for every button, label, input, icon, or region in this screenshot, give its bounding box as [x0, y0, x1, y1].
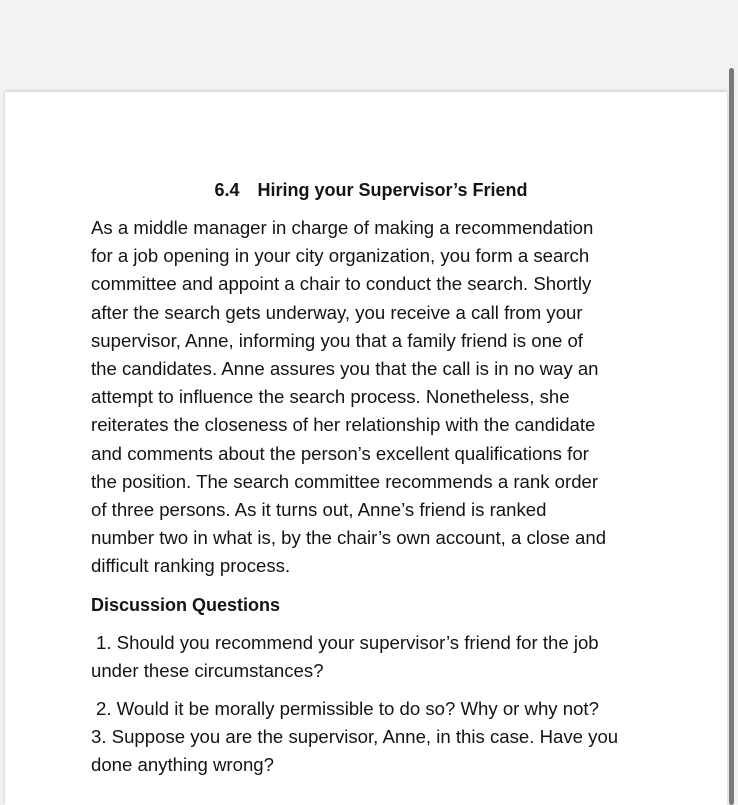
- question-3-line-1: 3. Suppose you are the supervisor, Anne, in this case. Have you: [91, 726, 619, 748]
- paragraph-line: of three persons. As it turns out, Anne’s friend is ranked: [91, 499, 547, 521]
- paragraph-line: the position. The search committee recommends a rank order: [91, 470, 599, 492]
- paragraph-line: committee and appoint a chair to conduct the search. Shortly: [91, 273, 592, 295]
- document-page: [5, 92, 727, 805]
- paragraph-line: after the search gets underway, you receive a call from your: [91, 301, 583, 323]
- paragraph-line: difficult ranking process.: [91, 555, 291, 577]
- question-3-line-2: done anything wrong?: [91, 754, 274, 776]
- section-title: 6.4 Hiring your Supervisor’s Friend: [214, 180, 528, 200]
- question-1-line-1: 1. Should you recommend your supervisor’s friend for the job: [96, 631, 599, 653]
- paragraph-line: supervisor, Anne, informing you that a family friend is one of: [91, 329, 583, 351]
- discussion-heading: Discussion Questions: [91, 594, 281, 615]
- question-2-3: [91, 695, 651, 780]
- paragraph-line: reiterates the closeness of her relationship with the candidate: [91, 414, 596, 436]
- question-2: 2. Would it be morally permissible to do so? Why or why not?: [96, 698, 599, 720]
- vertical-scrollbar[interactable]: [729, 68, 734, 805]
- paragraph-line: number two in what is, by the chair’s own account, a close and: [91, 527, 607, 549]
- paragraph-line: attempt to influence the search process. Nonetheless, she: [91, 386, 570, 408]
- paragraph-line: the candidates. Anne assures you that the call is in no way an: [91, 358, 599, 380]
- paragraph-line: for a job opening in your city organization, you form a search: [91, 245, 590, 267]
- question-1: [91, 629, 651, 685]
- question-1-line-2: under these circumstances?: [91, 659, 324, 681]
- paragraph-line: As a middle manager in charge of making a recommendation: [91, 217, 594, 238]
- paragraph-line: and comments about the person’s excellent qualifications for: [91, 442, 589, 464]
- case-paragraph: [91, 214, 651, 581]
- page-content: [91, 176, 651, 780]
